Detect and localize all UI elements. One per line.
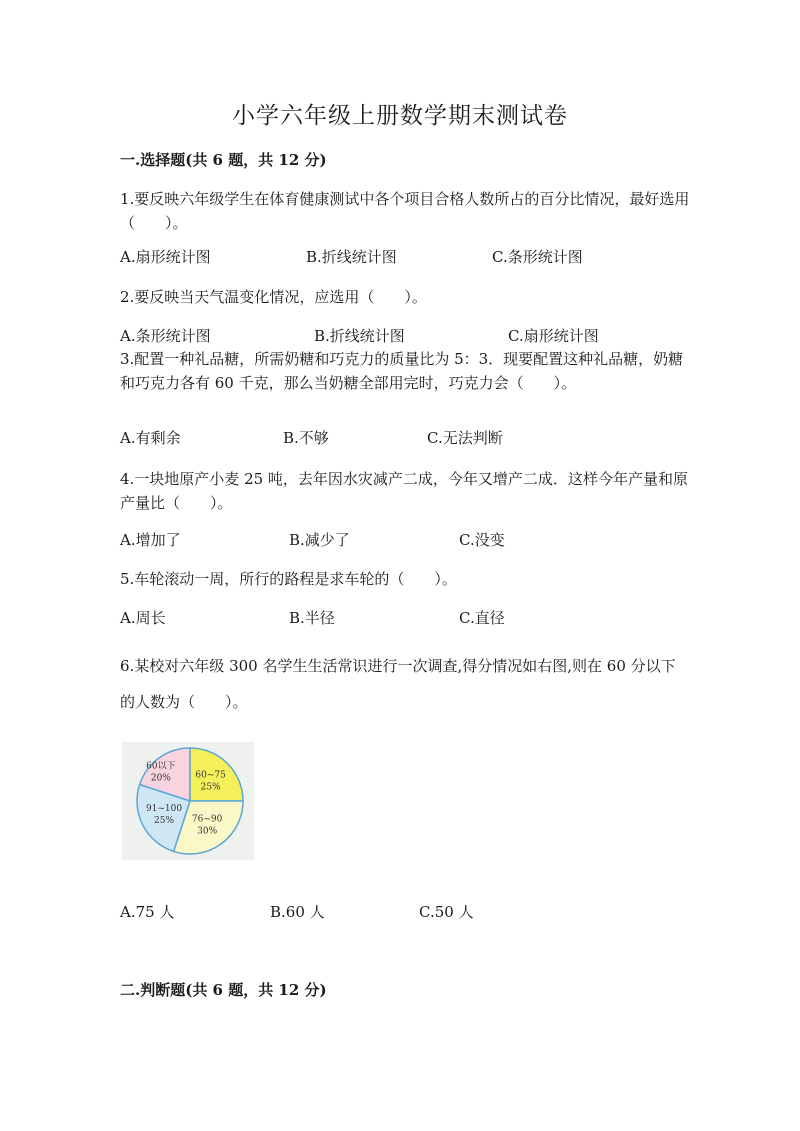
option-a[interactable]: A.条形统计图 <box>120 327 211 345</box>
question-1: 1.要反映六年级学生在体育健康测试中各个项目合格人数所占的百分比情况，最好选用（ ）。 <box>120 190 690 232</box>
pie-svg <box>122 742 254 860</box>
section-heading-judgment: 二.判断题(共 6 题，共 12 分) <box>120 981 327 999</box>
pie-slice-label: 91~100 <box>145 804 183 815</box>
option-b[interactable]: B.折线统计图 <box>314 327 405 345</box>
question-4: 4.一块地原产小麦 25 吨，去年因水灾减产二成，今年又增产二成．这样今年产量和原产量比（ ）。 <box>120 470 688 512</box>
pie-slice-label: 76~90 <box>191 814 223 825</box>
question-5-options <box>120 607 700 631</box>
question-1-options <box>120 246 700 270</box>
option-b[interactable]: B.折线统计图 <box>306 248 397 266</box>
option-c[interactable]: C.直径 <box>459 609 505 627</box>
option-b[interactable]: B.不够 <box>283 429 329 447</box>
pie-slice-label: 60以下 <box>146 761 176 772</box>
pie-slice-label: 60~75 <box>195 770 226 781</box>
section-heading-choice: 一.选择题(共 6 题，共 12 分) <box>120 151 327 169</box>
question-2-options <box>120 325 700 349</box>
question-6: 6.某校对六年级 300 名学生生活常识进行一次调查,得分情况如右图,则在 60 分以下的人数为（ ）。 <box>120 657 676 711</box>
option-a[interactable]: A.75 人 <box>120 903 175 921</box>
option-c[interactable]: C.没变 <box>459 531 505 549</box>
question-2: 2.要反映当天气温变化情况，应选用（ ）。 <box>120 288 427 306</box>
option-b[interactable]: B.减少了 <box>289 531 350 549</box>
page-title: 小学六年级上册数学期末测试卷 <box>232 103 568 129</box>
pie-slice-percent: 25% <box>200 782 221 793</box>
question-6-options <box>120 901 700 925</box>
question-3-options <box>120 427 700 451</box>
option-a[interactable]: A.增加了 <box>120 531 181 549</box>
pie-slice-percent: 30% <box>197 826 218 837</box>
option-b[interactable]: B.半径 <box>289 609 335 627</box>
option-c[interactable]: C.条形统计图 <box>492 248 583 266</box>
pie-slice-percent: 20% <box>150 773 171 784</box>
question-4-options <box>120 529 700 553</box>
option-c[interactable]: C.扇形统计图 <box>508 327 599 345</box>
option-a[interactable]: A.有剩余 <box>120 429 181 447</box>
pie-slice-percent: 25% <box>154 816 175 827</box>
option-c[interactable]: C.50 人 <box>419 903 474 921</box>
option-b[interactable]: B.60 人 <box>270 903 325 921</box>
score-pie-chart <box>122 742 254 860</box>
question-3: 3.配置一种礼品糖，所需奶糖和巧克力的质量比为 5：3．现要配置这种礼品糖，奶糖和巧克力各有 60 千克，那么当奶糖全部用完时，巧克力会（ ）。 <box>120 350 684 392</box>
question-5: 5.车轮滚动一周，所行的路程是求车轮的（ ）。 <box>120 570 457 588</box>
option-a[interactable]: A.周长 <box>120 609 166 627</box>
option-c[interactable]: C.无法判断 <box>427 429 503 447</box>
option-a[interactable]: A.扇形统计图 <box>120 248 211 266</box>
